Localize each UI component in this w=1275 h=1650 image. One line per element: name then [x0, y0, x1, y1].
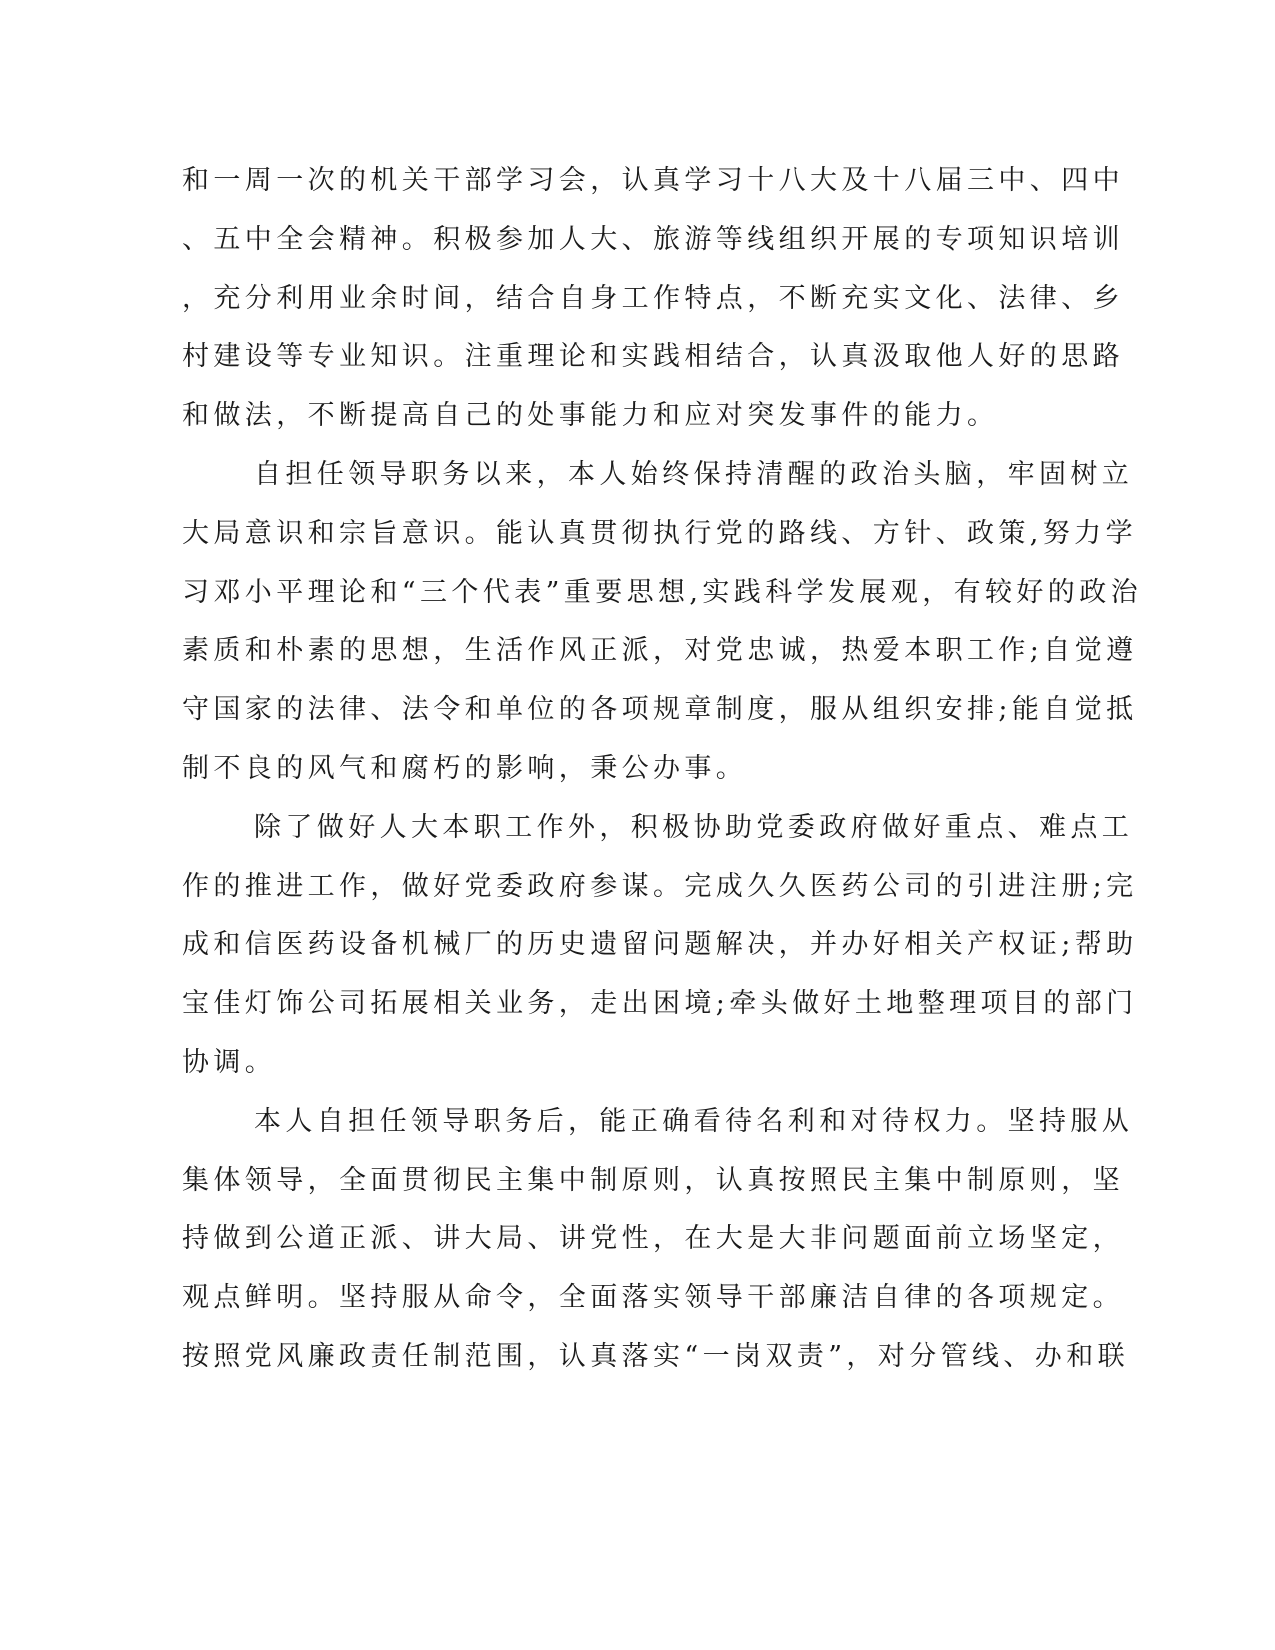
- text-line: 集体领导，全面贯彻民主集中制原则，认真按照民主集中制原则，坚: [182, 1164, 1124, 1196]
- text-line: 素质和朴素的思想，生活作风正派，对党忠诚，热爱本职工作;自觉遵: [182, 635, 1138, 667]
- text-line: 制不良的风气和腐朽的影响，秉公办事。: [182, 752, 748, 784]
- paragraph-start-line: 本人自担任领导职务后，能正确看待名利和对待权力。坚持服从: [254, 1105, 1134, 1137]
- text-line: 作的推进工作，做好党委政府参谋。完成久久医药公司的引进注册;完: [182, 870, 1138, 902]
- text-line: ，充分利用业余时间，结合自身工作特点，不断充实文化、法律、乡: [182, 282, 1124, 314]
- text-line: 守国家的法律、法令和单位的各项规章制度，服从组织安排;能自觉抵: [182, 694, 1138, 726]
- text-line: 协调。: [182, 1046, 277, 1078]
- text-line: 大局意识和宗旨意识。能认真贯彻执行党的路线、方针、政策,努力学: [182, 517, 1137, 549]
- text-line: 持做到公道正派、讲大局、讲党性，在大是大非问题面前立场坚定，: [182, 1223, 1124, 1255]
- text-line: 按照党风廉政责任制范围，认真落实“一岗双责”，对分管线、办和联: [182, 1340, 1130, 1372]
- text-line: 成和信医药设备机械厂的历史遗留问题解决，并办好相关产权证;帮助: [182, 929, 1138, 961]
- text-line: 和做法，不断提高自己的处事能力和应对突发事件的能力。: [182, 400, 999, 432]
- paragraph-start-line: 自担任领导职务以来，本人始终保持清醒的政治头脑，牢固树立: [254, 458, 1134, 490]
- text-line: 村建设等专业知识。注重理论和实践相结合，认真汲取他人好的思路: [182, 341, 1124, 373]
- text-line: 和一周一次的机关干部学习会，认真学习十八大及十八届三中、四中: [182, 165, 1124, 196]
- text-line: 、五中全会精神。积极参加人大、旅游等线组织开展的专项知识培训: [182, 223, 1124, 255]
- paragraph-start-line: 除了做好人大本职工作外，积极协助党委政府做好重点、难点工: [254, 811, 1134, 843]
- text-line: 宝佳灯饰公司拓展相关业务，走出困境;牵头做好土地整理项目的部门: [182, 988, 1138, 1020]
- text-line: 观点鲜明。坚持服从命令，全面落实领导干部廉洁自律的各项规定。: [182, 1282, 1124, 1314]
- document-body: [182, 152, 1142, 1387]
- text-line: 习邓小平理论和“三个代表”重要思想,实践科学发展观，有较好的政治: [182, 576, 1142, 608]
